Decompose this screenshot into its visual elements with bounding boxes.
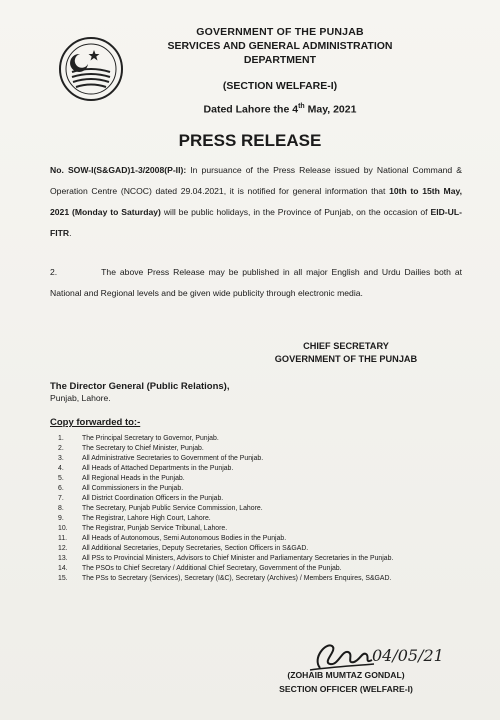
list-item-text: The Secretary to Chief Minister, Punjab. xyxy=(82,445,204,452)
list-item xyxy=(58,524,478,534)
list-item xyxy=(58,464,478,474)
list-item-text: All PSs to Provincial Ministers, Advisors to Chief Minister and Parliamentary Secretaries in the Punjab. xyxy=(82,555,394,562)
list-item xyxy=(58,564,478,574)
header-section: (SECTION WELFARE-I) xyxy=(222,80,338,92)
list-item-number: 11. xyxy=(58,535,68,542)
list-item xyxy=(58,544,478,554)
officer-designation: SECTION OFFICER (WELFARE-I) xyxy=(279,684,413,694)
reference-number: No. SOW-I(S&GAD)1-3/2008(P-II): xyxy=(50,165,187,175)
list-item-number: 14. xyxy=(58,565,68,572)
holiday-dates: 10th to 15th May, 2021 (Monday to Saturday) xyxy=(50,186,462,217)
list-item xyxy=(58,444,478,454)
signatory-organization: GOVERNMENT OF THE PUNJAB xyxy=(274,354,418,364)
list-item-number: 15. xyxy=(58,575,68,582)
list-item-number: 9. xyxy=(58,515,64,522)
list-item-number: 8. xyxy=(58,505,64,512)
list-item-text: The Secretary, Punjab Public Service Commission, Lahore. xyxy=(82,505,263,512)
list-item-number: 2. xyxy=(58,445,64,452)
list-item-text: All Commissioners in the Punjab. xyxy=(82,485,184,492)
addressee-place: Punjab, Lahore. xyxy=(50,393,111,403)
list-item-text: The Principal Secretary to Governor, Punjab. xyxy=(82,435,219,442)
signature-date: 04/05/21 xyxy=(372,646,444,665)
list-item-text: The PSOs to Chief Secretary / Additional Chief Secretary, Government of the Punjab. xyxy=(82,565,342,572)
list-item-number: 7. xyxy=(58,495,64,502)
list-item xyxy=(58,504,478,514)
header-government: GOVERNMENT OF THE PUNJAB xyxy=(196,26,364,38)
header-date: Dated Lahore the 4th May, 2021 xyxy=(203,103,357,116)
list-item-text: All Regional Heads in the Punjab. xyxy=(82,475,185,482)
header-department-line1: SERVICES AND GENERAL ADMINISTRATION xyxy=(167,40,393,52)
list-item-number: 3. xyxy=(58,455,64,462)
officer-name: (ZOHAIB MUMTAZ GONDAL) xyxy=(287,670,405,680)
list-item-number: 13. xyxy=(58,555,68,562)
list-item xyxy=(58,474,478,484)
paragraph-2: 2. The above Press Release may be published in all major English and Urdu Dailies both at National and Regional levels and be given wide publicity through electronic media. xyxy=(50,267,462,298)
list-item-text: All Additional Secretaries, Deputy Secretaries, Section Officers in S&GAD. xyxy=(82,545,309,552)
list-item xyxy=(58,434,478,444)
copy-forwarded-list xyxy=(58,434,478,584)
header-department-line2: DEPARTMENT xyxy=(243,54,317,66)
list-item-number: 6. xyxy=(58,485,64,492)
list-item-number: 1. xyxy=(58,435,64,442)
signatory-title: CHIEF SECRETARY xyxy=(303,341,389,351)
copy-forwarded-heading: Copy forwarded to:- xyxy=(50,417,141,428)
list-item-text: The Registrar, Punjab Service Tribunal, Lahore. xyxy=(82,525,228,532)
list-item xyxy=(58,494,478,504)
paragraph-1: No. SOW-I(S&GAD)1-3/2008(P-II): In pursuance of the Press Release issued by National Command & Operation Centre (NCOC) dated 29.04.2021, it is notified for general information that 10th to 15th May, 2021 (Monday to Saturday) will be public holidays, in the Province of Punjab, on the occasion of EID-UL-FITR. xyxy=(50,165,462,238)
list-item xyxy=(58,484,478,494)
list-item-number: 5. xyxy=(58,475,64,482)
list-item-text: All Heads of Autonomous, Semi Autonomous Bodies in the Punjab. xyxy=(82,535,287,542)
list-item-text: All Heads of Attached Departments in the Punjab. xyxy=(82,465,234,472)
list-item-number: 12. xyxy=(58,545,68,552)
addressee-name: The Director General (Public Relations), xyxy=(50,381,230,392)
list-item xyxy=(58,514,478,524)
punjab-government-seal-icon xyxy=(58,36,124,102)
list-item-number: 4. xyxy=(58,465,64,472)
list-item-text: The PSs to Secretary (Services), Secretary (I&C), Secretary (Archives) / Members Enquires, S&GAD. xyxy=(82,575,392,582)
list-item xyxy=(58,534,478,544)
list-item xyxy=(58,554,478,564)
list-item-text: All Administrative Secretaries to Government of the Punjab. xyxy=(82,455,264,462)
list-item-number: 10. xyxy=(58,525,68,532)
list-item-text: The Registrar, Lahore High Court, Lahore. xyxy=(82,515,211,522)
list-item-text: All District Coordination Officers in the Punjab. xyxy=(82,495,224,502)
page-title: PRESS RELEASE xyxy=(178,131,322,150)
list-item xyxy=(58,574,478,584)
list-item xyxy=(58,454,478,464)
occasion: EID-UL-FITR xyxy=(50,207,462,238)
